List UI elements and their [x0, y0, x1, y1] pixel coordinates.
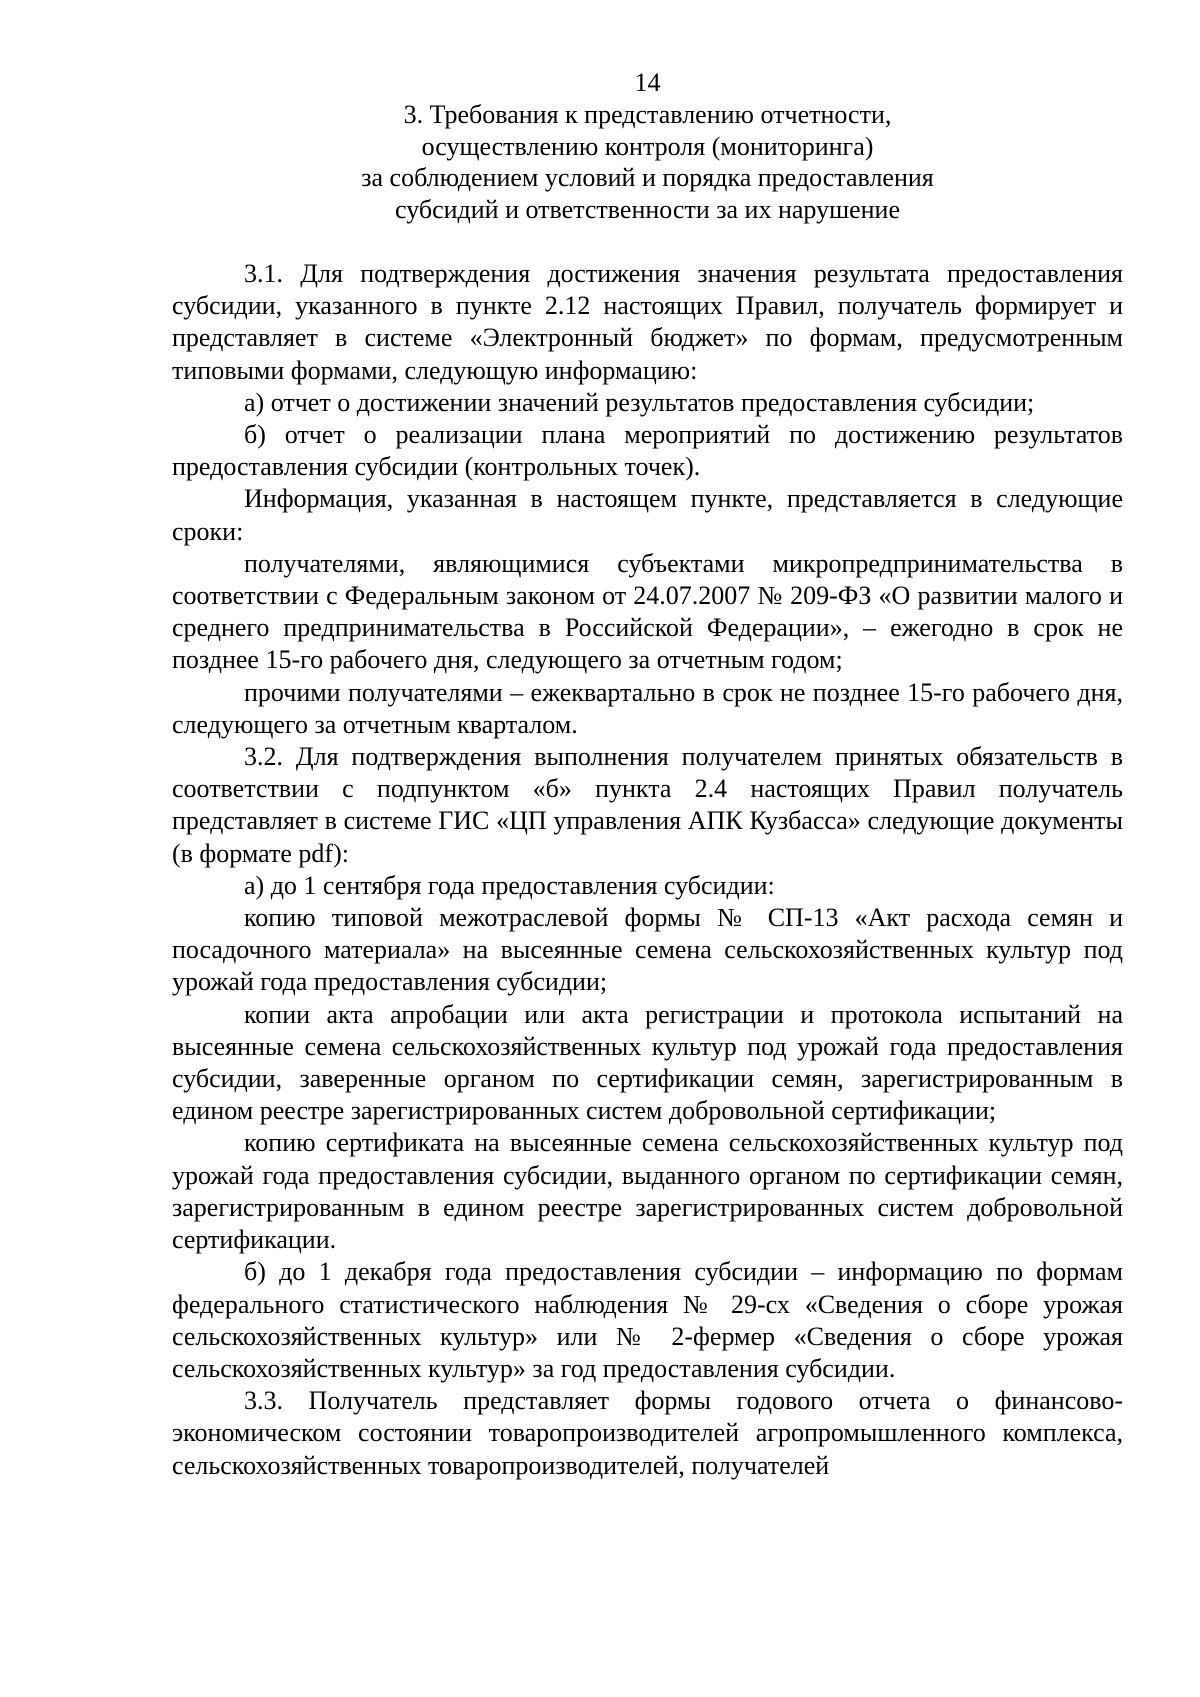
- page-number: 14: [634, 68, 661, 97]
- section-heading: [172, 99, 1123, 225]
- document-page: [172, 68, 1123, 1482]
- paragraph-3-3: 3.3. Получатель представляет формы годового отчета о финансово-экономическом состоянии товаропроизводителей агропромышленного комплекса, сельскохозяйственных товаропроизводителей, получателей: [172, 1386, 1123, 1480]
- paragraph-sp13-copy: копию типовой межотраслевой формы № СП-13 «Акт расхода семян и посадочного материала» на высеянные семена сельскохозяйственных культур под урожай года предоставления субсидии;: [172, 903, 1123, 997]
- paragraph-3-1-b: б) отчет о реализации плана мероприятий по достижению результатов предоставления субсидии (контрольных точек).: [172, 420, 1123, 482]
- paragraph-certificate-copy: копию сертификата на высеянные семена сельскохозяйственных культур под урожай года предоставления субсидии, выданного органом по сертификации семян, зарегистрированным в едином реестре зарегистрированных систем добровольной сертификации.: [172, 1128, 1123, 1255]
- paragraph-approbation-act: копии акта апробации или акта регистрации и протокола испытаний на высеянные семена сельскохозяйственных культур под урожай года предоставления субсидии, заверенные органом по сертификации семян, зарегистрированным в едином реестре зарегистрированных систем добровольной сертификации;: [172, 999, 1123, 1126]
- document-body: [172, 258, 1123, 1482]
- paragraph-3-1-a: а) отчет о достижении значений результатов предоставления субсидии;: [244, 387, 1035, 417]
- paragraph-other-recipients: прочими получателями – ежеквартально в срок не позднее 15-го рабочего дня, следующего за отчетным кварталом.: [172, 677, 1123, 739]
- paragraph-3-2-b: б) до 1 декабря года предоставления субсидии – информацию по формам федерального статистического наблюдения № 29-сх «Сведения о сборе урожая сельскохозяйственных культур» или № 2-фермер «Сведения о сборе урожая сельскохозяйственных культур» за год предоставления субсидии.: [172, 1257, 1123, 1383]
- heading-line: за соблюдением условий и порядка предоставления: [361, 163, 934, 192]
- heading-line: 3. Требования к представлению отчетности,: [403, 100, 892, 129]
- paragraph-micro-entrepreneurs: получателями, являющимися субъектами микропредпринимательства в соответствии с Федеральным законом от 24.07.2007 № 209-ФЗ «О развитии малого и среднего предпринимательства в Российской Федерации», – ежегодно в срок не позднее 15-го рабочего дня, следующего за отчетным годом;: [172, 548, 1123, 675]
- heading-line: субсидий и ответственности за их нарушение: [395, 194, 900, 224]
- paragraph-3-1: 3.1. Для подтверждения достижения значения результата предоставления субсидии, указанного в пункте 2.12 настоящих Правил, получатель формирует и представляет в системе «Электронный бюджет» по формам, предусмотренным типовыми формами, следующую информацию:: [172, 259, 1123, 385]
- paragraph-3-2-a: а) до 1 сентября года предоставления субсидии:: [244, 870, 775, 900]
- paragraph-deadlines: Информация, указанная в настоящем пункте, представляется в следующие сроки:: [172, 484, 1123, 546]
- paragraph-3-2: 3.2. Для подтверждения выполнения получателем принятых обязательств в соответствии с подпунктом «б» пункта 2.4 настоящих Правил получатель представляет в системе ГИС «ЦП управления АПК Кузбасса» следующие документы (в формате pdf):: [172, 742, 1123, 868]
- heading-line: осуществлению контроля (мониторинга): [421, 131, 874, 161]
